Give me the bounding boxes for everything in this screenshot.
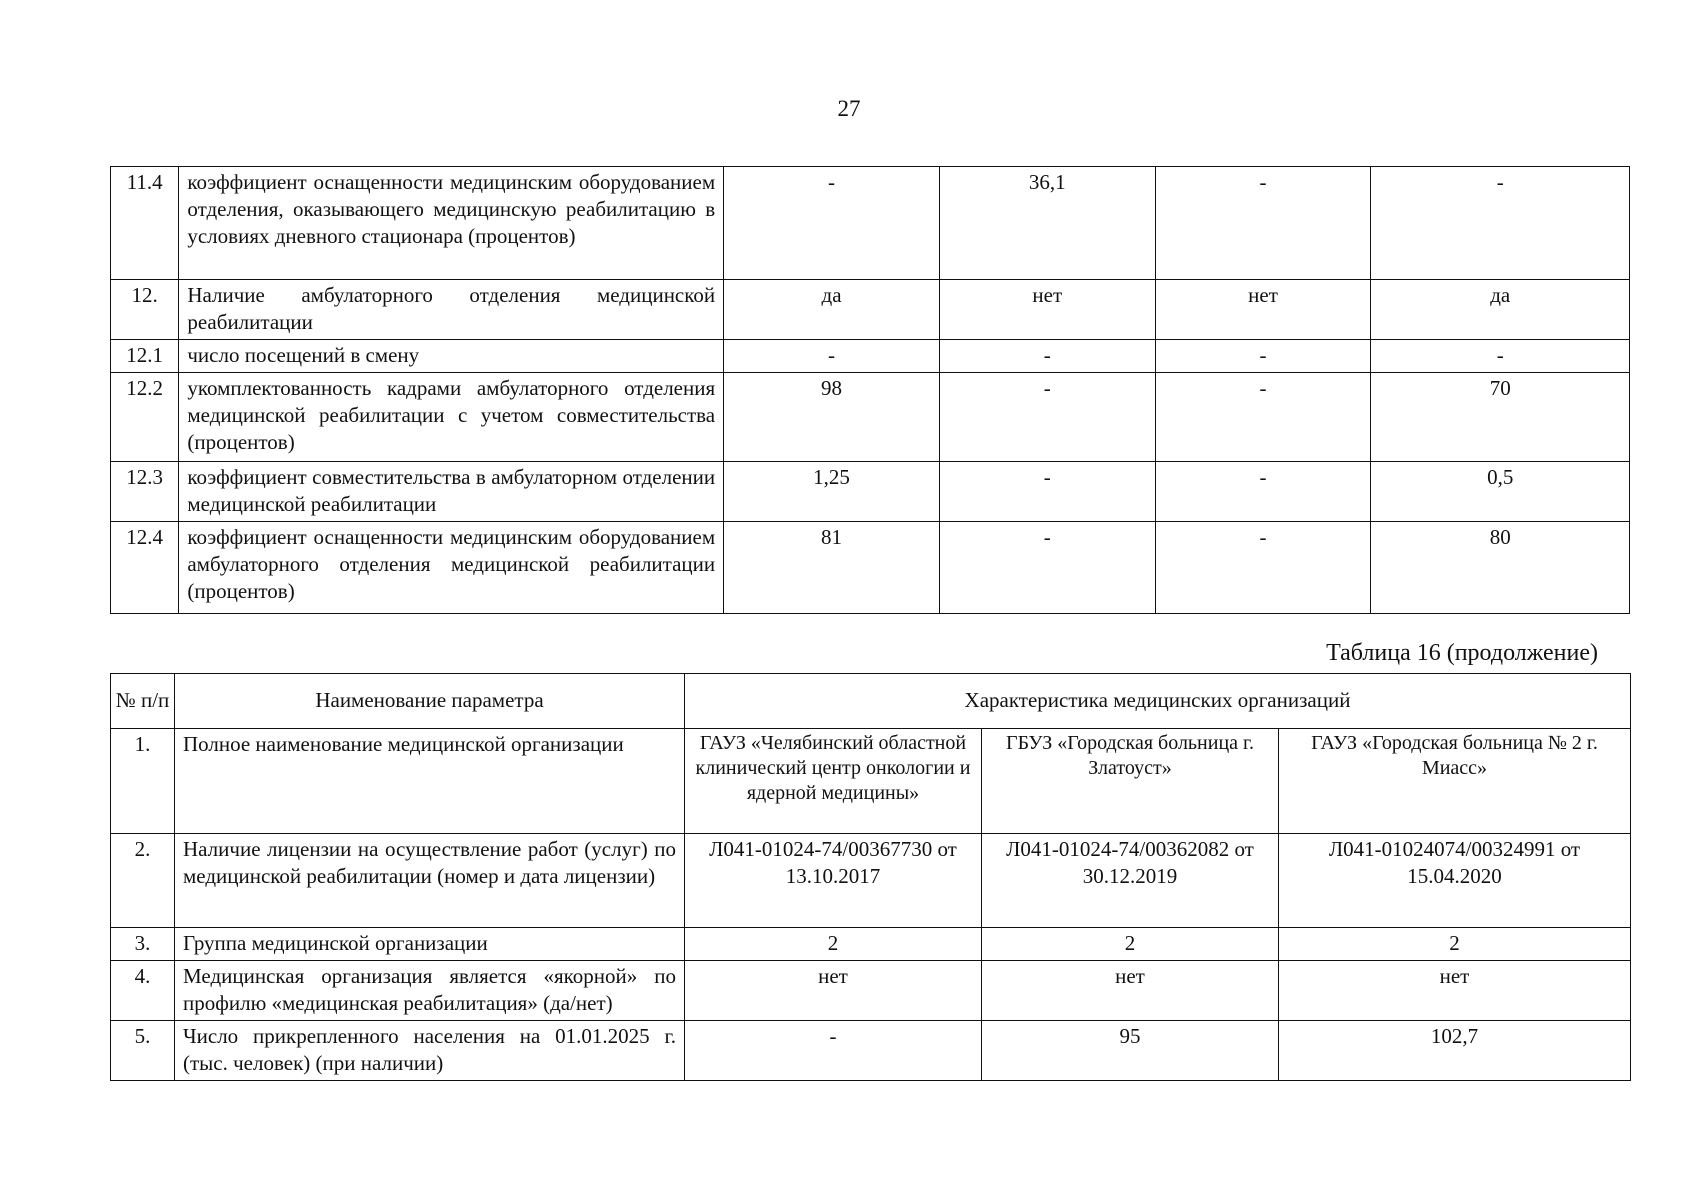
parameter-name: Наличие лицензии на осуществление работ (услуг) по медицинской реабилитации (номер и дата лицензии)	[175, 834, 685, 928]
parameter-name: коэффициент совместительства в амбулаторном отделении медицинской реабилитации	[179, 462, 724, 522]
value-cell: 80	[1371, 522, 1630, 614]
table-row	[111, 373, 1630, 462]
parameter-name: Группа медицинской организации	[175, 928, 685, 961]
table-header-row	[111, 674, 1631, 729]
value-cell: 0,5	[1371, 462, 1630, 522]
value-cell: 81	[724, 522, 940, 614]
table-row	[111, 340, 1630, 373]
value-cell: 36,1	[939, 167, 1155, 280]
table-row	[111, 928, 1631, 961]
row-number: 12.4	[111, 522, 179, 614]
value-cell: -	[939, 462, 1155, 522]
value-cell: 102,7	[1279, 1021, 1631, 1081]
value-cell: -	[1155, 373, 1371, 462]
row-number: 3.	[111, 928, 175, 961]
value-cell: нет	[982, 961, 1279, 1021]
row-number: 12.3	[111, 462, 179, 522]
value-cell: 2	[982, 928, 1279, 961]
value-cell: 98	[724, 373, 940, 462]
parameter-name: число посещений в смену	[179, 340, 724, 373]
table-row	[111, 462, 1630, 522]
row-number: 11.4	[111, 167, 179, 280]
parameter-name: коэффициент оснащенности медицинским оборудованием отделения, оказывающего медицинскую реабилитацию в условиях дневного стационара (процентов)	[179, 167, 724, 280]
parameter-name: Наличие амбулаторного отделения медицинской реабилитации	[179, 280, 724, 340]
row-number: 5.	[111, 1021, 175, 1081]
row-number: 4.	[111, 961, 175, 1021]
value-cell: -	[1155, 340, 1371, 373]
organization-name: ГБУЗ «Городская больница г. Златоуст»	[982, 729, 1279, 834]
value-cell: -	[939, 522, 1155, 614]
parameter-name: Полное наименование медицинской организации	[175, 729, 685, 834]
row-number: 12.	[111, 280, 179, 340]
row-number: 12.2	[111, 373, 179, 462]
value-cell: 95	[982, 1021, 1279, 1081]
parameter-name: Число прикрепленного населения на 01.01.2025 г. (тыс. человек) (при наличии)	[175, 1021, 685, 1081]
value-cell: -	[939, 373, 1155, 462]
header-parameter-name: Наименование параметра	[175, 674, 685, 729]
value-cell: -	[1155, 462, 1371, 522]
value-cell: 70	[1371, 373, 1630, 462]
value-cell: -	[724, 340, 940, 373]
value-cell: -	[1155, 522, 1371, 614]
value-cell: -	[1371, 340, 1630, 373]
table-row	[111, 834, 1631, 928]
organizations-table	[110, 673, 1631, 1081]
value-cell: нет	[939, 280, 1155, 340]
value-cell: -	[724, 167, 940, 280]
value-cell: да	[724, 280, 940, 340]
value-cell: -	[939, 340, 1155, 373]
header-number: № п/п	[111, 674, 175, 729]
page-number: 27	[837, 96, 861, 121]
table-row	[111, 961, 1631, 1021]
license-cell: Л041-01024-74/00367730 от 13.10.2017	[685, 834, 982, 928]
value-cell: нет	[685, 961, 982, 1021]
row-number: 12.1	[111, 340, 179, 373]
table-caption: Таблица 16 (продолжение)	[1326, 640, 1598, 666]
table-row	[111, 729, 1631, 834]
value-cell: 2	[1279, 928, 1631, 961]
license-cell: Л041-01024-74/00362082 от 30.12.2019	[982, 834, 1279, 928]
value-cell: нет	[1279, 961, 1631, 1021]
value-cell: да	[1371, 280, 1630, 340]
value-cell: -	[1371, 167, 1630, 280]
value-cell: 1,25	[724, 462, 940, 522]
row-number: 2.	[111, 834, 175, 928]
parameter-name: Медицинская организация является «якорной» по профилю «медицинская реабилитация» (да/нет)	[175, 961, 685, 1021]
organization-name: ГАУЗ «Городская больница № 2 г. Миасс»	[1279, 729, 1631, 834]
parameter-name: укомплектованность кадрами амбулаторного отделения медицинской реабилитации с учетом совместительства (процентов)	[179, 373, 724, 462]
value-cell: -	[1155, 167, 1371, 280]
value-cell: -	[685, 1021, 982, 1081]
table-row	[111, 280, 1630, 340]
license-cell: Л041-01024074/00324991 от 15.04.2020	[1279, 834, 1631, 928]
parameters-table-top	[110, 166, 1630, 614]
organization-name: ГАУЗ «Челябинский областной клинический центр онкологии и ядерной медицины»	[685, 729, 982, 834]
value-cell: 2	[685, 928, 982, 961]
row-number: 1.	[111, 729, 175, 834]
table-row	[111, 1021, 1631, 1081]
value-cell: нет	[1155, 280, 1371, 340]
table-row	[111, 522, 1630, 614]
table-row	[111, 167, 1630, 280]
parameter-name: коэффициент оснащенности медицинским оборудованием амбулаторного отделения медицинской реабилитации (процентов)	[179, 522, 724, 614]
header-characteristics: Характеристика медицинских организаций	[685, 674, 1631, 729]
